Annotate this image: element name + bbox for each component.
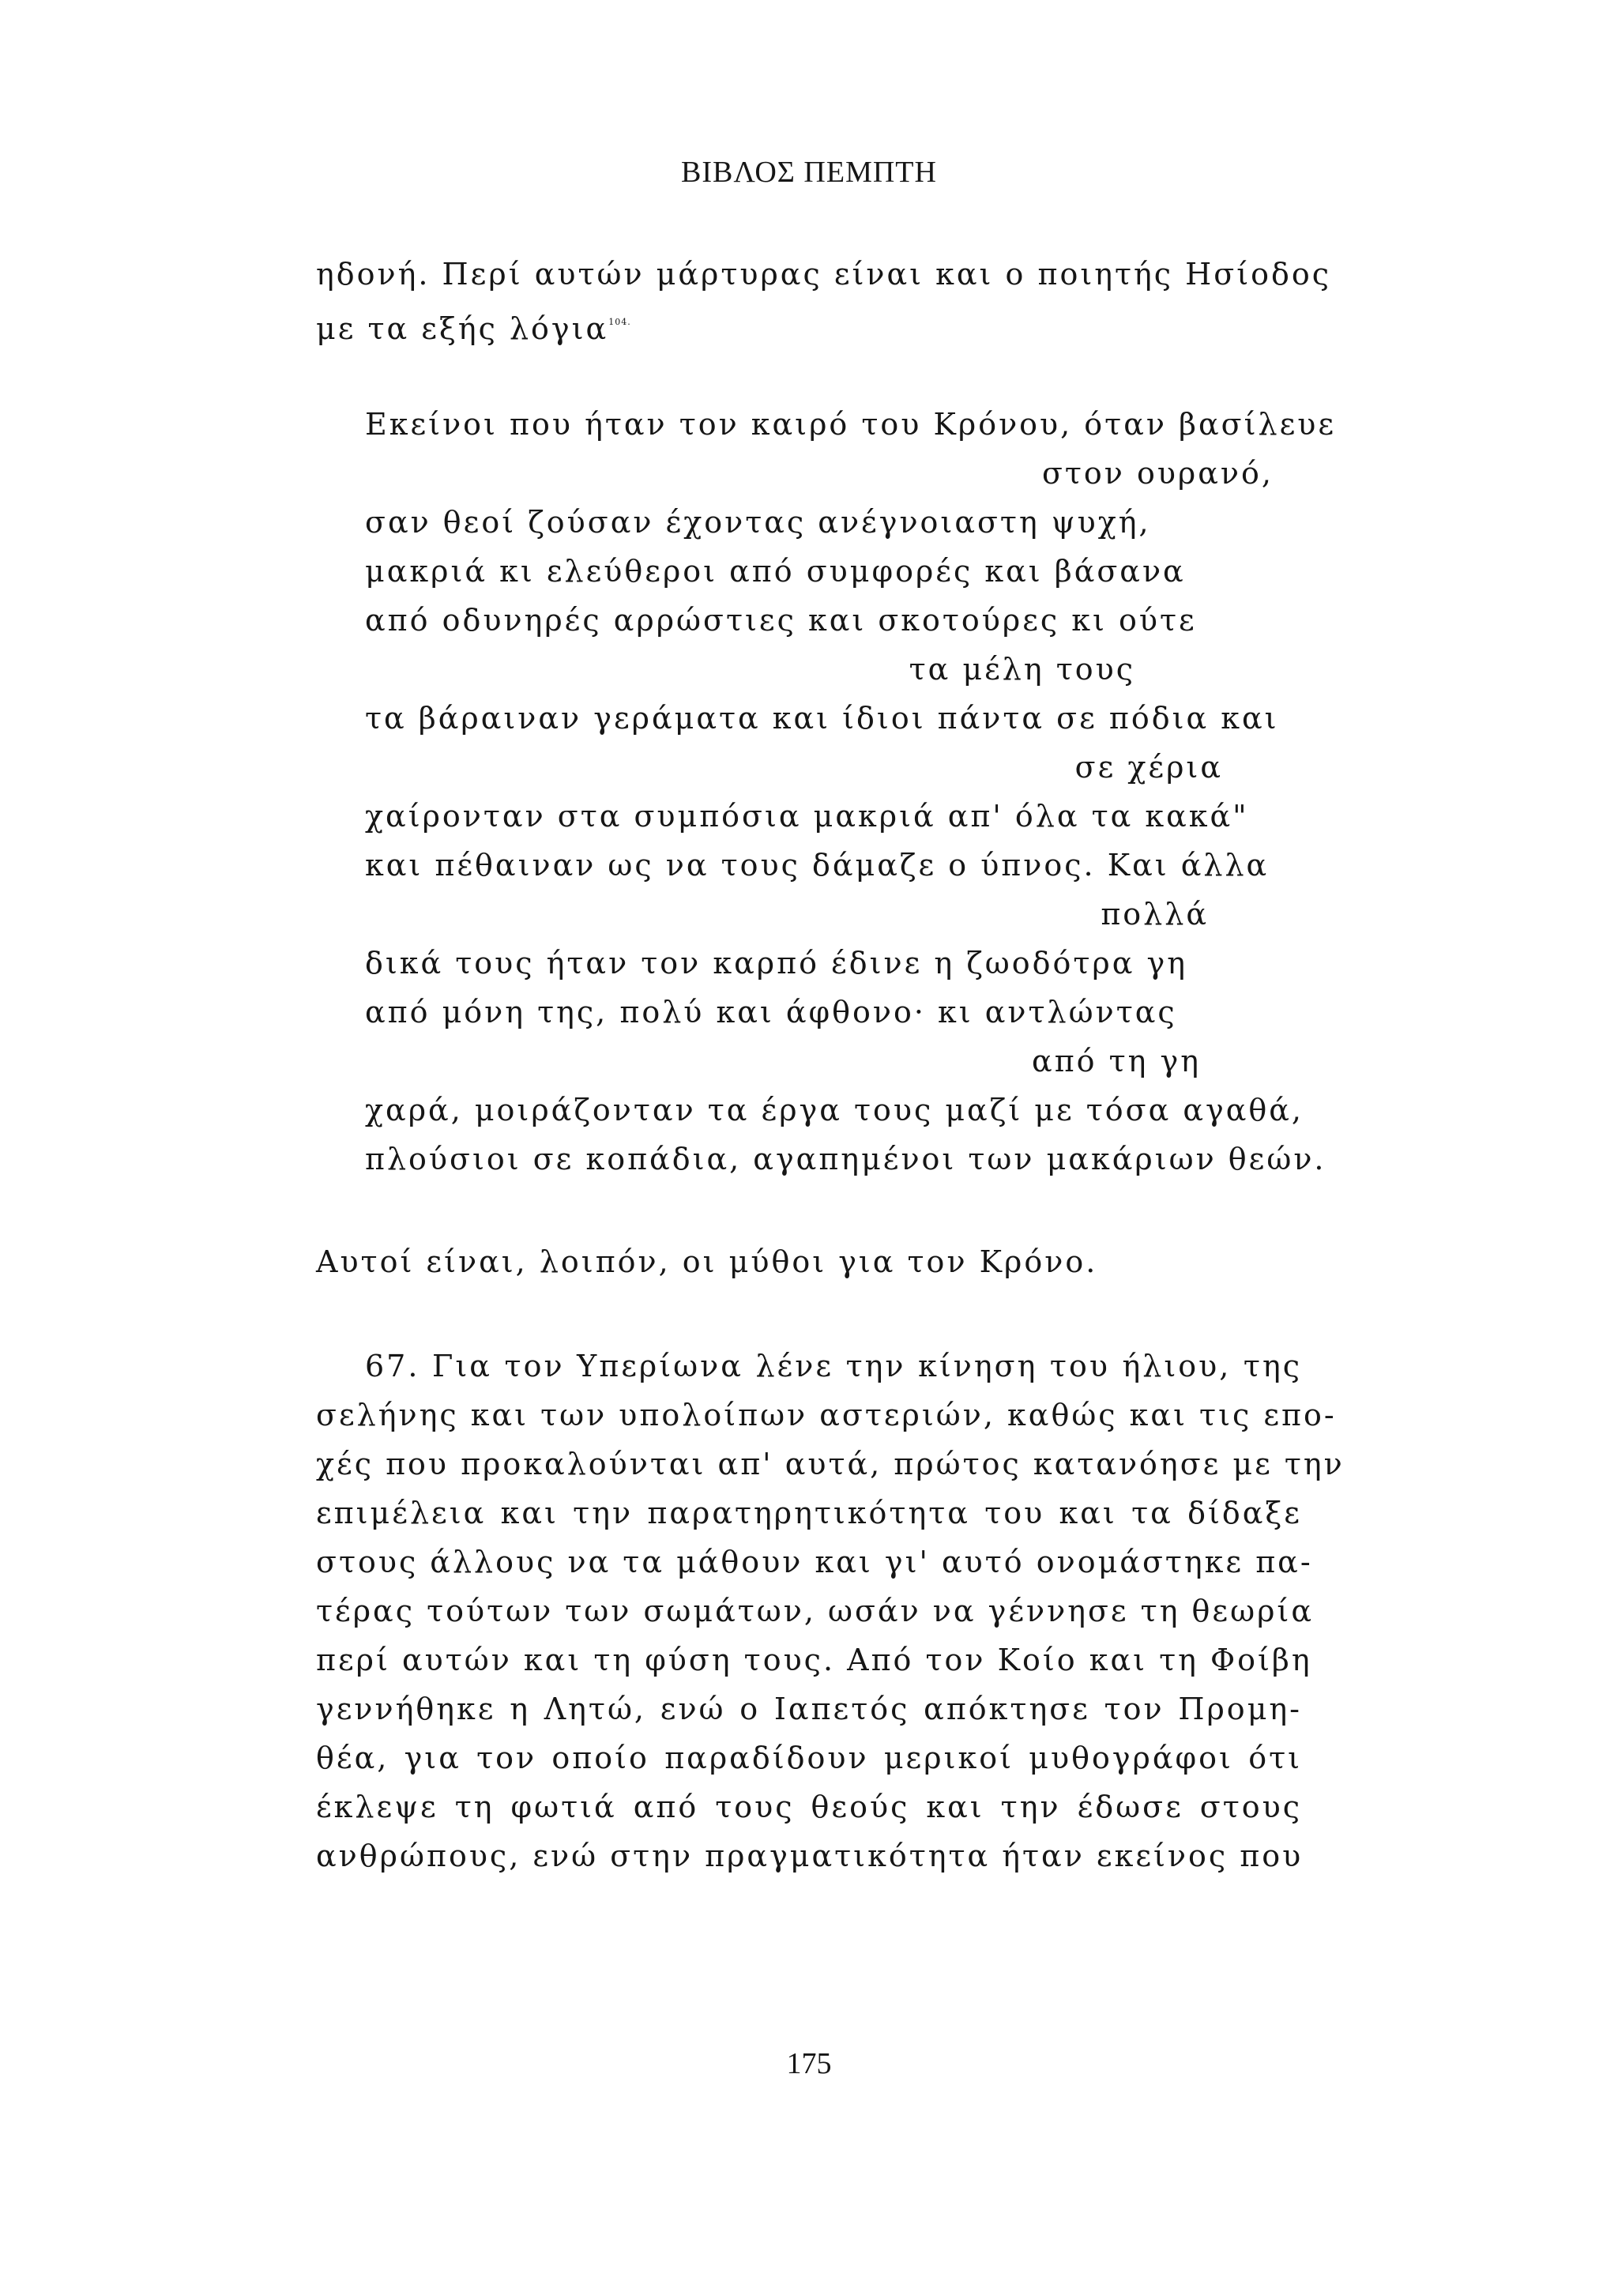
paragraph-line-2: σελήνης και των υπολοίπων αστεριών, καθώς και τις επο- <box>316 1398 1337 1432</box>
verse-line-1-continuation: στον ουρανό, <box>1041 456 1274 491</box>
verse-line-6: χαίρονταν στα συμπόσια μακριά απ' όλα τα κακά" <box>365 799 1249 834</box>
paragraph-line-5: στους άλλους να τα μάθουν και γι' αυτό ονομάστηκε πα- <box>316 1545 1313 1579</box>
page-number: 175 <box>786 2047 832 2080</box>
paragraph-line-6: τέρας τούτων των σωμάτων, ωσάν να γέννησε τη θεωρία <box>316 1594 1314 1628</box>
intro-line-2-text: με τα εξής λόγια <box>316 311 609 346</box>
intro-line-1: ηδονή. Περί αυτών μάρτυρας είναι και ο ποιητής Ησίοδος <box>316 257 1332 292</box>
paragraph-line-10: έκλεψε τη φωτιά από τους θεούς και την έδωσε στους <box>316 1790 1302 1824</box>
concluding-sentence: Αυτοί είναι, λοιπόν, οι μύθοι για τον Κρόνο. <box>316 1244 1098 1279</box>
verse-line-3: μακριά κι ελεύθεροι από συμφορές και βάσανα <box>365 554 1186 589</box>
running-header: ΒΙΒΛΟΣ ΠΕΜΠΤΗ <box>681 156 937 189</box>
paragraph-line-4: επιμέλεια και την παρατηρητικότητα του και τα δίδαξε <box>316 1496 1302 1530</box>
verse-line-7: και πέθαιναν ως να τους δάμαζε ο ύπνος. Και άλλα <box>365 848 1270 883</box>
verse-line-4: από οδυνηρές αρρώστιες και σκοτούρες κι ούτε <box>365 603 1197 638</box>
verse-line-9-continuation: από τη γη <box>1032 1044 1201 1078</box>
paragraph-line-9: θέα, για τον οποίο παραδίδουν μερικοί μυθογράφοι ότι <box>316 1741 1302 1775</box>
paragraph-line-11: ανθρώπους, ενώ στην πραγματικότητα ήταν εκείνος που <box>316 1839 1304 1873</box>
verse-line-10: χαρά, μοιράζονταν τα έργα τους μαζί με τόσα αγαθά, <box>365 1093 1304 1127</box>
verse-line-5-continuation: σε χέρια <box>1074 750 1223 785</box>
paragraph-line-1: 67. Για τον Υπερίωνα λένε την κίνηση του ήλιου, της <box>365 1349 1302 1383</box>
verse-line-7-continuation: πολλά <box>1101 897 1209 932</box>
paragraph-line-3: χές που προκαλούνται απ' αυτά, πρώτος κατανόησε με την <box>316 1447 1345 1481</box>
verse-line-11: πλούσιοι σε κοπάδια, αγαπημένοι των μακάριων θεών. <box>365 1142 1326 1176</box>
paragraph-line-7: περί αυτών και τη φύση τους. Από τον Κοίο και τη Φοίβη <box>316 1643 1312 1677</box>
verse-line-9: από μόνη της, πολύ και άφθονο· κι αντλώντας <box>365 995 1177 1029</box>
verse-line-1: Εκείνοι που ήταν τον καιρό του Κρόνου, όταν βασίλευε <box>365 407 1337 442</box>
verse-line-8: δικά τους ήταν τον καρπό έδινε η ζωοδότρα γη <box>365 946 1187 981</box>
intro-line-2 <box>316 304 1302 347</box>
verse-line-4-continuation: τα μέλη τους <box>909 652 1135 687</box>
footnote-reference: 104. <box>608 317 631 327</box>
verse-line-2: σαν θεοί ζούσαν έχοντας ανέγνοιαστη ψυχή, <box>365 505 1151 540</box>
paragraph-line-8: γεννήθηκε η Λητώ, ενώ ο Ιαπετός απόκτησε τον Προμη- <box>316 1692 1302 1726</box>
verse-line-5-text: τα βάραιναν γεράματα και ίδιοι πάντα σε πόδια και <box>365 701 1279 736</box>
